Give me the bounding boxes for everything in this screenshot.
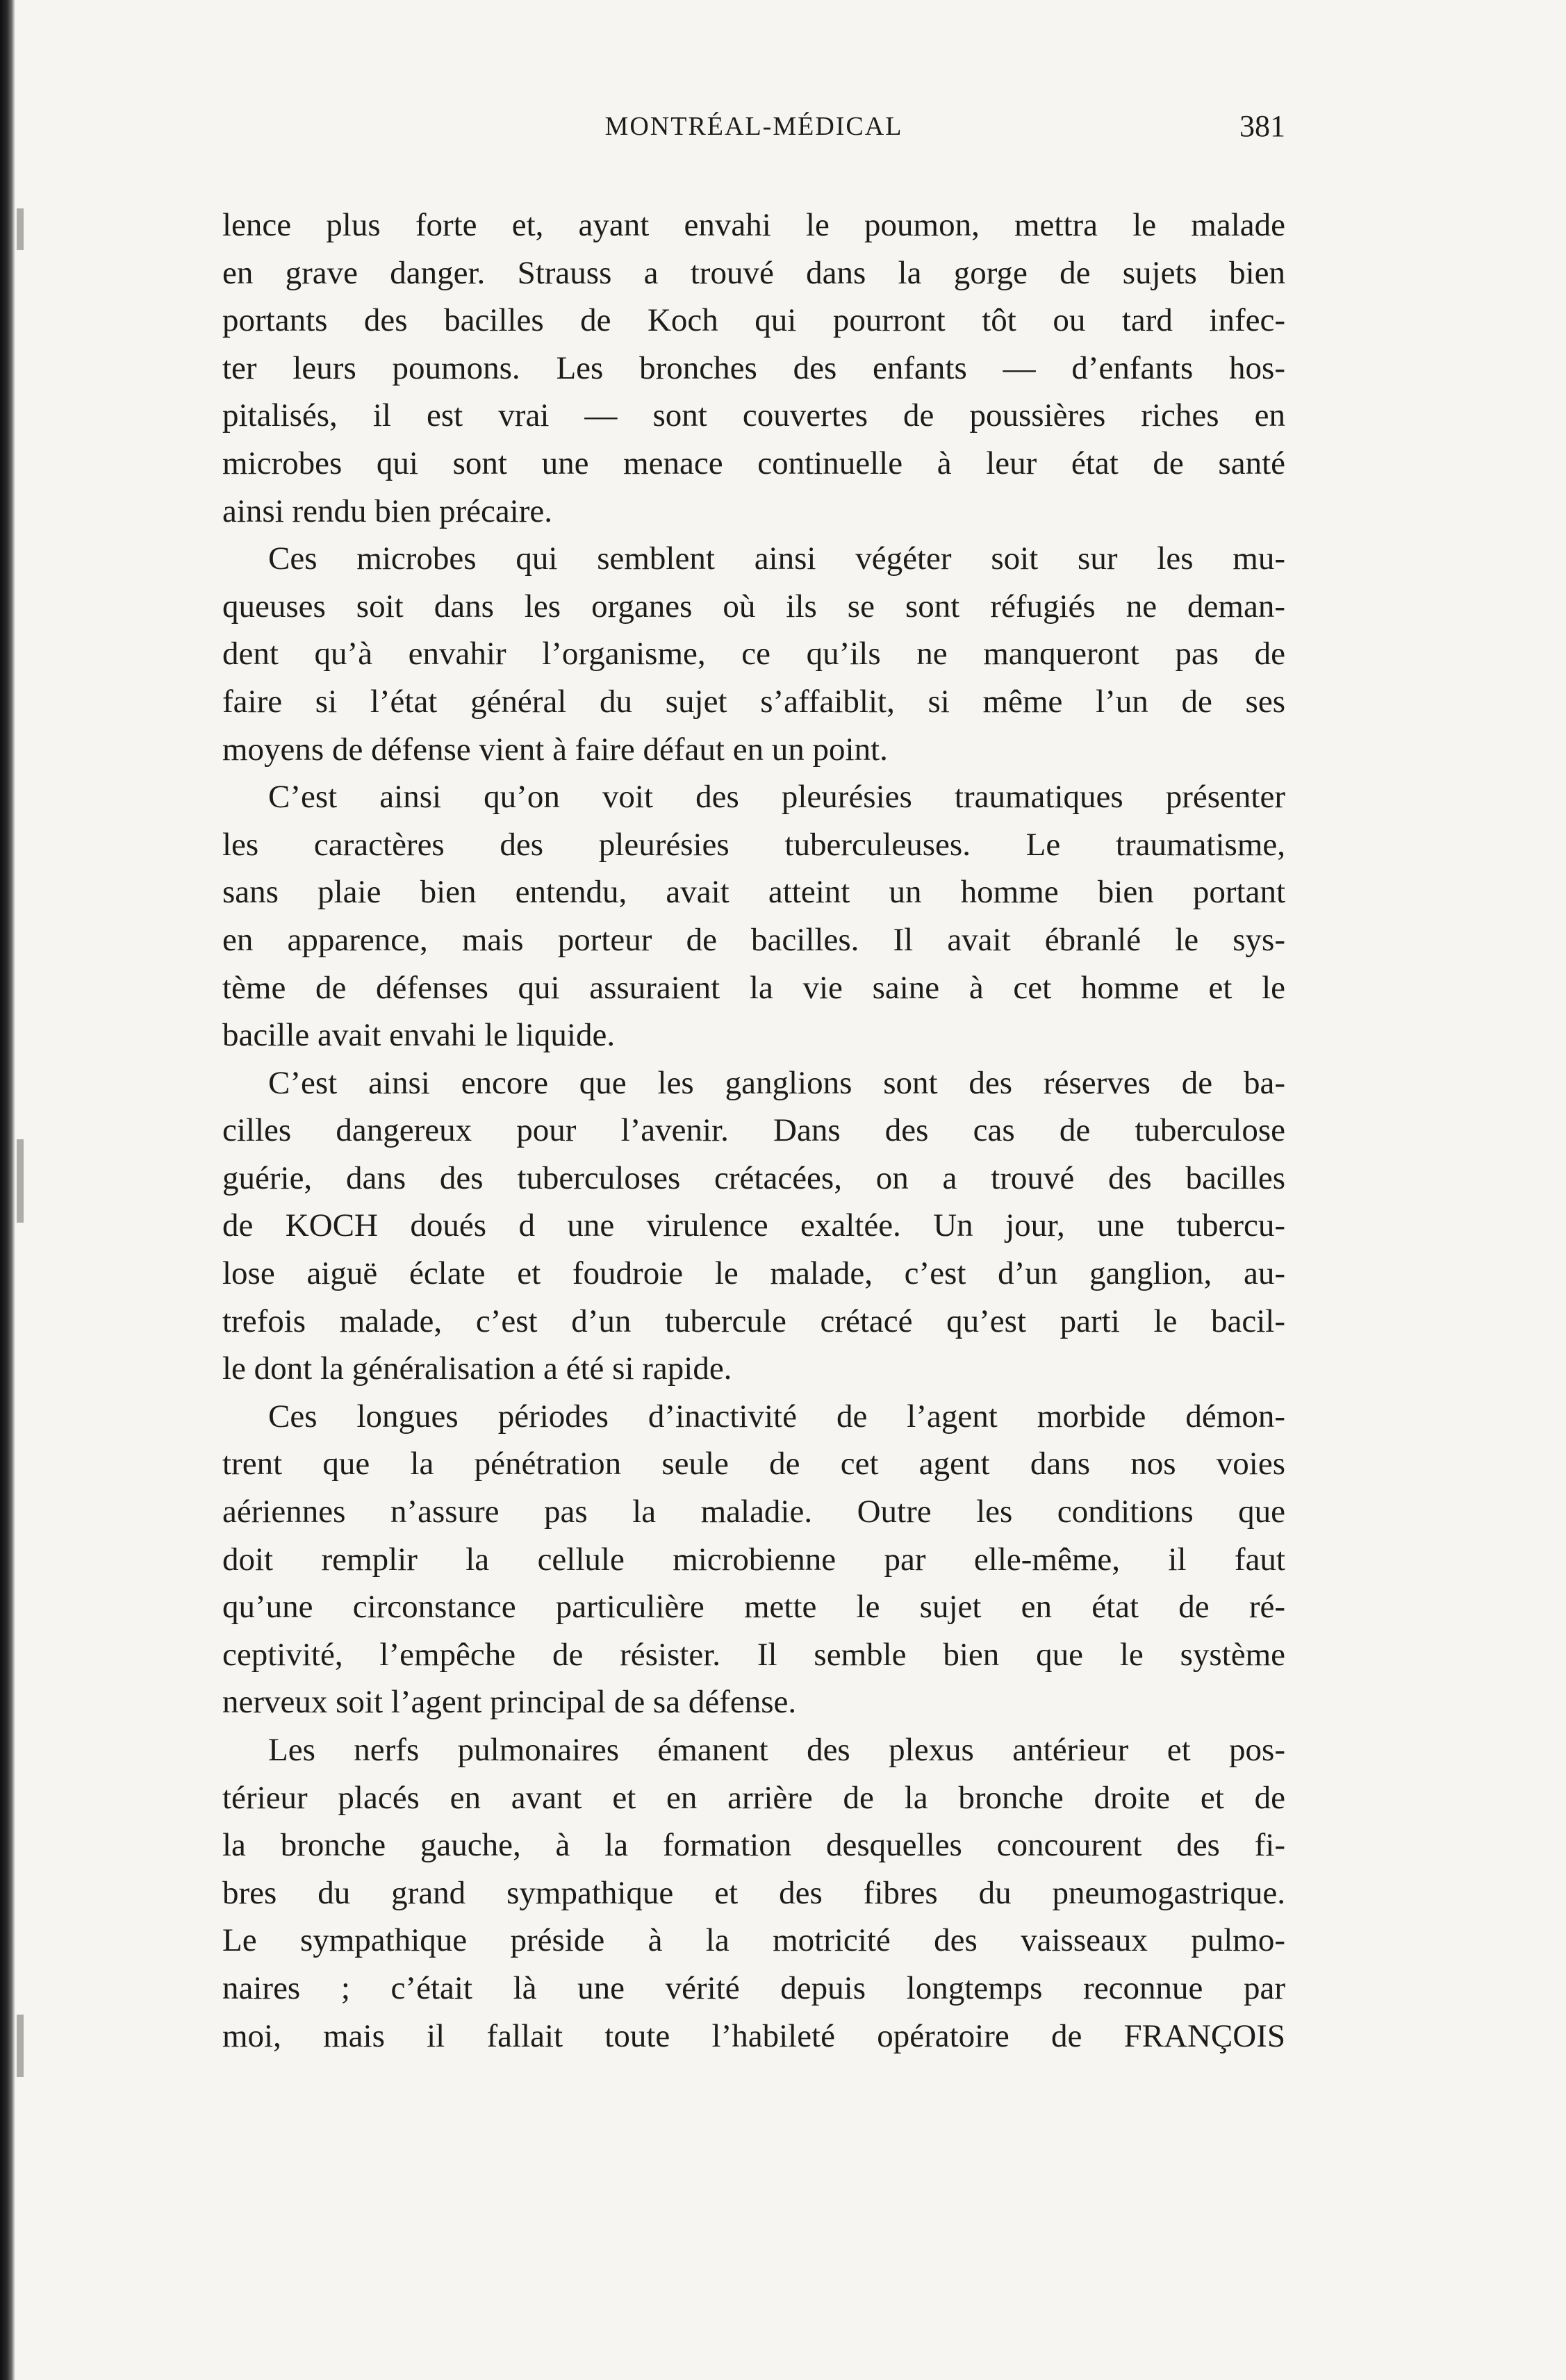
text-line: en apparence, mais porteur de bacilles. Il avait ébranlé le sys- [222, 921, 1285, 958]
paragraph [222, 773, 1285, 1059]
text-line: C’est ainsi qu’on voit des pleurésies traumatiques présenter [268, 779, 1285, 816]
text-line: trent que la pénétration seule de cet agent dans nos voies [222, 1446, 1285, 1482]
text-line: la bronche gauche, à la formation desquelles concourent des fi- [222, 1827, 1285, 1864]
paragraph [222, 1393, 1285, 1726]
paragraph [222, 1059, 1285, 1393]
text-line: pitalisés, il est vrai — sont couvertes de poussières riches en [222, 397, 1285, 434]
page-number: 381 [1239, 109, 1285, 143]
text-line: dent qu’à envahir l’organisme, ce qu’ils ne manqueront pas de [222, 636, 1285, 672]
text-line: ter leurs poumons. Les bronches des enfants — d’enfants hos- [222, 349, 1285, 386]
text-line: bres du grand sympathique et des fibres du pneumogastrique. [222, 1874, 1285, 1911]
binding-shadow-mark [17, 1139, 24, 1223]
text-line: Ces longues périodes d’inactivité de l’agent morbide démon- [268, 1398, 1285, 1435]
text-line: Le sympathique préside à la motricité des vaisseaux pulmo- [222, 1922, 1285, 1959]
text-line: faire si l’état général du sujet s’affaiblit, si même l’un de ses [222, 683, 1285, 720]
text-line: Ces microbes qui semblent ainsi végéter soit sur les mu- [268, 540, 1285, 577]
text-line: moi, mais il fallait toute l’habileté opératoire de FRANÇOIS [222, 2017, 1285, 2054]
binding-shadow-mark [17, 208, 24, 250]
text-line: bacille avait envahi le liquide. [222, 1017, 616, 1054]
text-line: lence plus forte et, ayant envahi le poumon, mettra le malade [222, 207, 1285, 243]
text-line: C’est ainsi encore que les ganglions sont des réserves de ba- [268, 1064, 1285, 1101]
text-line: les caractères des pleurésies tuberculeuses. Le traumatisme, [222, 826, 1285, 863]
text-line: guérie, dans des tuberculoses crétacées, on a trouvé des bacilles [222, 1159, 1285, 1196]
text-line: naires ; c’était là une vérité depuis longtemps reconnue par [222, 1969, 1285, 2006]
text-line: doit remplir la cellule microbienne par elle-même, il faut [222, 1541, 1285, 1578]
binding-shadow-mark [17, 2015, 24, 2077]
text-line: térieur placés en avant et en arrière de la bronche droite et de [222, 1779, 1285, 1816]
text-line: de KOCH doués d une virulence exaltée. Un jour, une tubercu- [222, 1207, 1285, 1244]
paragraph [222, 201, 1285, 535]
text-line: le dont la généralisation a été si rapide. [222, 1350, 732, 1387]
running-title: MONTRÉAL-MÉDICAL [604, 112, 903, 141]
text-line: Les nerfs pulmonaires émanent des plexus antérieur et pos- [268, 1732, 1285, 1768]
text-line: en grave danger. Strauss a trouvé dans la gorge de sujets bien [222, 254, 1285, 291]
text-line: trefois malade, c’est d’un tubercule crétacé qu’est parti le bacil- [222, 1303, 1285, 1339]
text-line: qu’une circonstance particulière mette le sujet en état de ré- [222, 1589, 1285, 1626]
text-line: aériennes n’assure pas la maladie. Outre les conditions que [222, 1494, 1285, 1530]
running-head [222, 111, 1285, 153]
binding-edge [0, 0, 15, 2380]
paragraph [222, 1726, 1285, 2060]
text-line: microbes qui sont une menace continuelle à leur état de santé [222, 445, 1285, 481]
text-line: queuses soit dans les organes où ils se sont réfugiés ne deman- [222, 588, 1285, 625]
text-line: cilles dangereux pour l’avenir. Dans des cas de tuberculose [222, 1112, 1285, 1149]
body-text [222, 201, 1285, 2060]
text-line: ainsi rendu bien précaire. [222, 493, 553, 529]
text-line: moyens de défense vient à faire défaut en un point. [222, 731, 888, 768]
text-line: sans plaie bien entendu, avait atteint un homme bien portant [222, 874, 1285, 911]
paragraph [222, 535, 1285, 773]
text-line: lose aiguë éclate et foudroie le malade, c’est d’un ganglion, au- [222, 1255, 1285, 1292]
text-line: ceptivité, l’empêche de résister. Il semble bien que le système [222, 1636, 1285, 1673]
text-line: tème de défenses qui assuraient la vie saine à cet homme et le [222, 969, 1285, 1006]
text-line: portants des bacilles de Koch qui pourront tôt ou tard infec- [222, 302, 1285, 339]
text-line: nerveux soit l’agent principal de sa défense. [222, 1684, 797, 1721]
